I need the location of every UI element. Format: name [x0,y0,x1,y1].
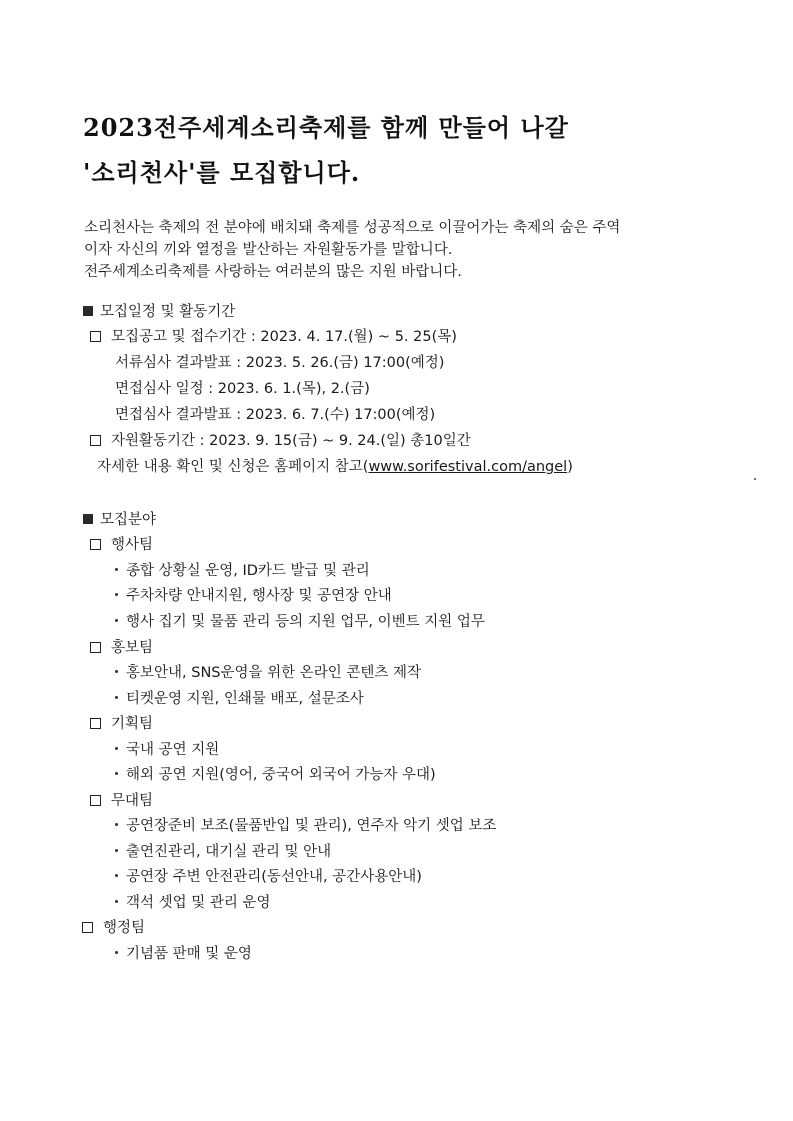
list-item [115,865,422,886]
team-name: 행사팀 [111,537,154,553]
list-item-text: 국내 공연 지원 [126,742,220,758]
list-item-text: 출연진관리, 대기실 관리 및 안내 [126,844,332,860]
document-title-line2: '소리천사'를 모집합니다. [83,158,361,187]
team-pr [90,636,153,657]
list-item-text: 기념품 판매 및 운영 [126,946,252,962]
team-stage [90,789,153,810]
schedule-heading-text: 모집일정 및 활동기간 [100,304,236,320]
list-item [115,687,364,708]
activity-period [90,429,471,450]
intro-line-2: 이자 자신의 끼와 열정을 발산하는 자원활동가를 말합니다. [84,242,453,258]
list-item [115,814,496,835]
interview-result: 면접심사 결과발표 : 2023. 6. 7.(수) 17:00(예정) [115,407,436,423]
team-name: 기획팀 [111,716,154,732]
square-bullet-icon [83,306,93,316]
checkbox-icon [90,331,101,342]
team-admin [82,916,145,937]
bullet-dot-icon [115,619,118,622]
bullet-dot-icon [115,747,118,750]
recruit-period [90,325,457,346]
recruit-period-text: 모집공고 및 접수기간 : 2023. 4. 17.(월) ~ 5. 25(목) [111,329,457,345]
checkbox-icon [82,922,93,933]
detail-text: 자세한 내용 확인 및 신청은 홈페이지 참고( [97,459,369,475]
checkbox-icon [90,435,101,446]
list-item-text: 종합 상황실 운영, ID카드 발급 및 관리 [126,563,370,579]
team-name: 무대팀 [111,793,154,809]
list-item [115,942,252,963]
list-item-text: 주차차량 안내지원, 행사장 및 공연장 안내 [126,588,392,604]
list-item [115,763,436,784]
fields-heading-text: 모집분야 [100,512,157,528]
list-item [115,661,421,682]
square-bullet-icon [83,514,93,524]
bullet-dot-icon [115,670,118,673]
doc-result: 서류심사 결과발표 : 2023. 5. 26.(금) 17:00(예정) [115,355,445,371]
bullet-dot-icon [115,874,118,877]
list-item [115,584,392,605]
scan-speck [754,478,756,480]
list-item [115,891,271,912]
bullet-dot-icon [115,900,118,903]
bullet-dot-icon [115,951,118,954]
detail-close: ) [567,459,573,475]
team-planning [90,712,153,733]
list-item-text: 공연장준비 보조(물품반입 및 관리), 연주자 악기 셋업 보조 [126,818,497,834]
homepage-link[interactable]: www.sorifestival.com/angel [368,459,568,475]
team-name: 홍보팀 [111,640,154,656]
bullet-dot-icon [115,696,118,699]
team-event [90,533,153,554]
bullet-dot-icon [115,568,118,571]
document-title-line1: 2023전주세계소리축제를 함께 만들어 나갈 [83,113,569,142]
list-item [115,610,485,631]
list-item [115,559,370,580]
intro-line-1: 소리천사는 축제의 전 분야에 배치돼 축제를 성공적으로 이끌어가는 축제의 숨은 주역 [84,220,621,236]
bullet-dot-icon [115,593,118,596]
activity-period-text: 자원활동기간 : 2023. 9. 15(금) ~ 9. 24.(일) 총10일간 [111,433,471,449]
list-item-text: 객석 셋업 및 관리 운영 [126,895,271,911]
intro-line-3: 전주세계소리축제를 사랑하는 여러분의 많은 지원 바랍니다. [84,264,462,280]
interview-schedule: 면접심사 일정 : 2023. 6. 1.(목), 2.(금) [115,381,370,397]
list-item [115,840,331,861]
checkbox-icon [90,718,101,729]
checkbox-icon [90,539,101,550]
list-item-text: 행사 집기 및 물품 관리 등의 지원 업무, 이벤트 지원 업무 [126,614,485,630]
list-item-text: 해외 공연 지원(영어, 중국어 외국어 가능자 우대) [126,767,436,783]
checkbox-icon [90,795,101,806]
list-item-text: 공연장 주변 안전관리(동선안내, 공간사용안내) [126,869,422,885]
schedule-section-heading [83,300,235,321]
team-name: 행정팀 [103,920,146,936]
detail-note [97,455,573,476]
list-item-text: 홍보안내, SNS운영을 위한 온라인 콘텐츠 제작 [126,665,422,681]
checkbox-icon [90,642,101,653]
fields-section-heading [83,508,156,529]
bullet-dot-icon [115,772,118,775]
bullet-dot-icon [115,823,118,826]
list-item-text: 티켓운영 지원, 인쇄물 배포, 설문조사 [126,691,364,707]
list-item [115,738,219,759]
bullet-dot-icon [115,849,118,852]
